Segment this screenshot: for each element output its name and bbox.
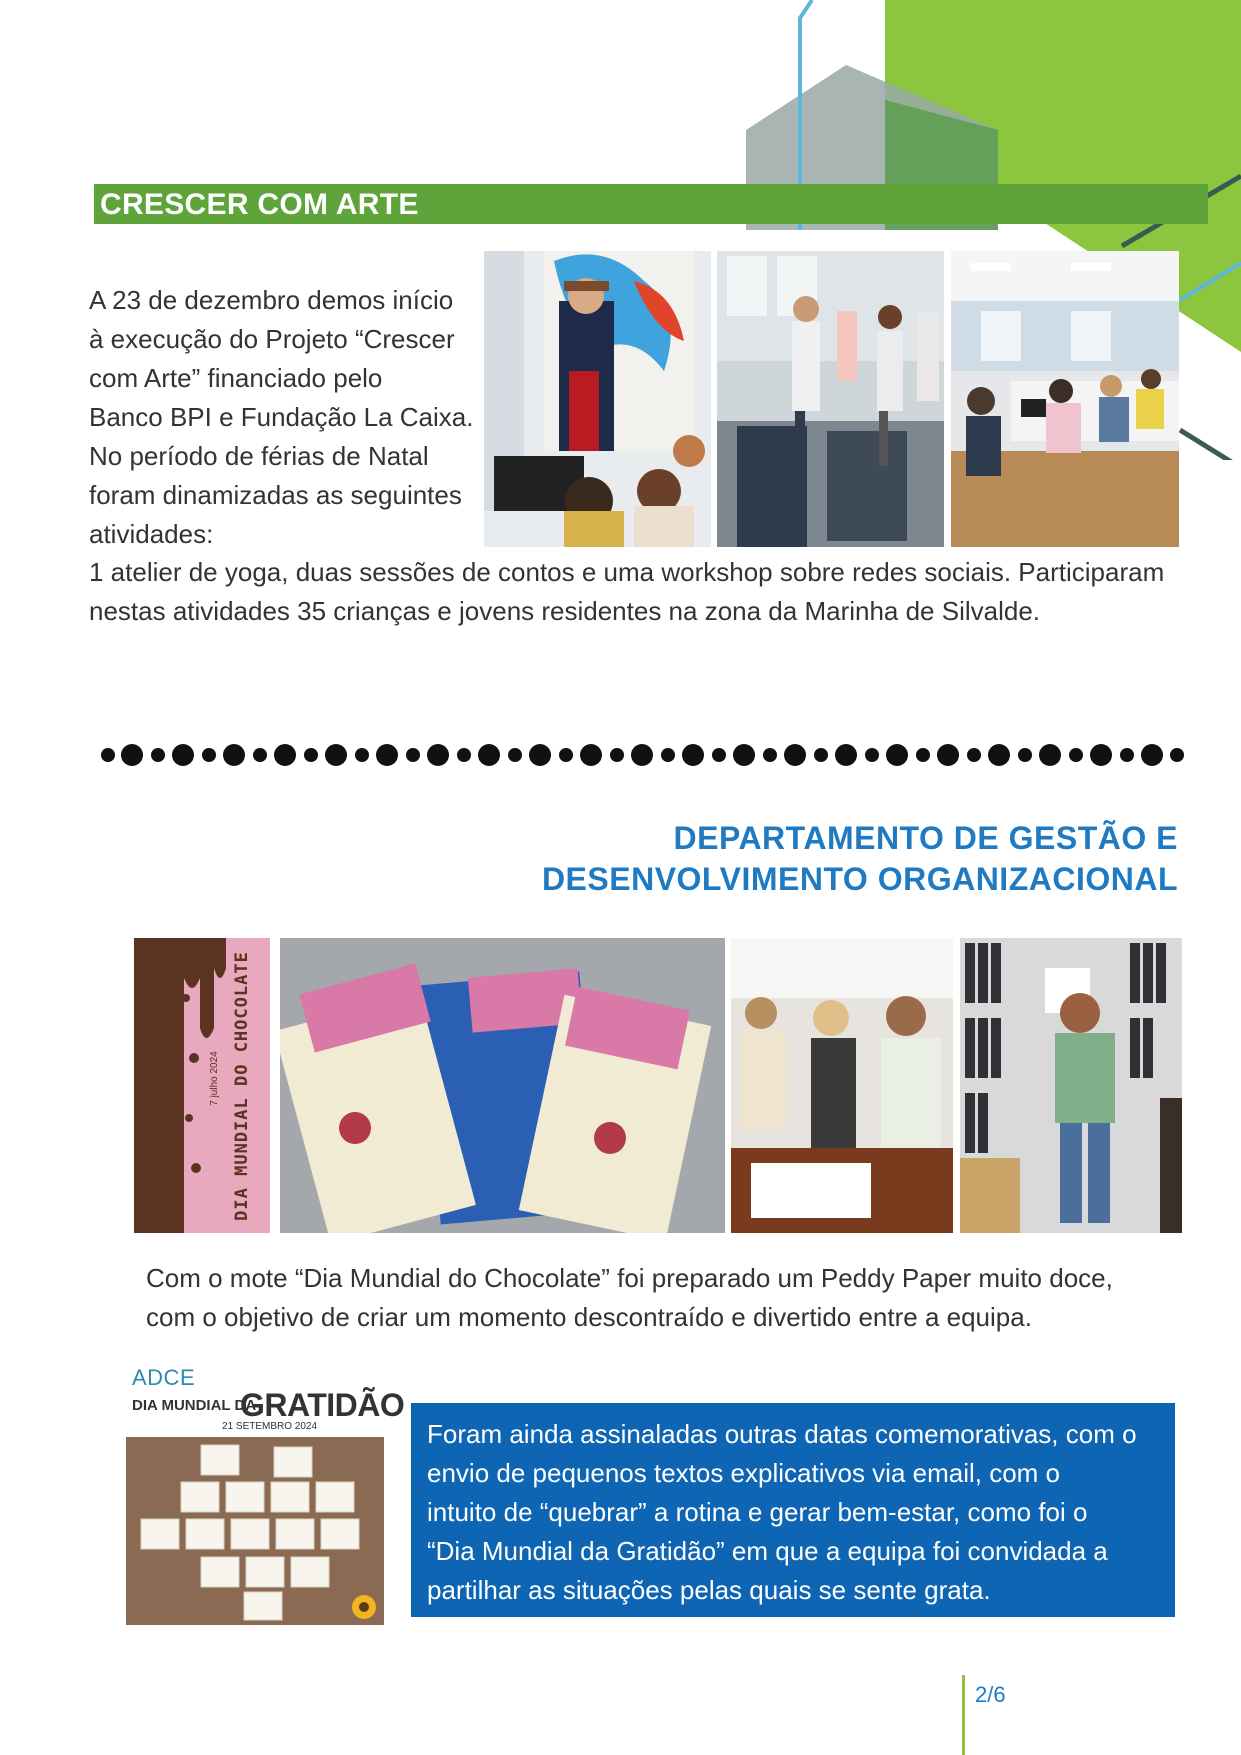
chocolate-paragraph [146,1259,1196,1337]
photo-team-archive [960,938,1182,1233]
gratitude-date: 21 SETEMBRO 2024 [222,1421,318,1432]
page-number: 2/6 [975,1682,1006,1707]
photo-chocolate-bars [280,938,725,1233]
text-line: partilhar as situações pelas quais se sente grata. [427,1575,991,1605]
text-line: intuito de “quebrar” a rotina e gerar bem-estar, como foi o [427,1497,1088,1527]
intro-paragraph [89,281,489,554]
section-title: CRESCER COM ARTE [100,188,419,221]
text-line: foram dinamizadas as seguintes [89,480,462,510]
poster-title: DIA MUNDIAL DO CHOCOLATE [232,950,253,1221]
text-line: 1 atelier de yoga, duas sessões de contos e uma workshop sobre redes sociais. Participaram [89,557,1165,587]
photo-storyteller [484,251,711,547]
gratitude-day-card [120,1363,405,1625]
department-title [478,818,1178,900]
text-line: envio de pequenos textos explicativos via email, com o [427,1458,1061,1488]
text-line: à execução do Projeto “Crescer [89,324,455,354]
text-line: Banco BPI e Fundação La Caixa. [89,402,474,432]
gratitude-notes-board [126,1437,384,1625]
text-line: nestas atividades 35 crianças e jovens residentes na zona da Marinha de Silvalde. [89,596,1041,626]
activities-paragraph [89,553,1209,631]
text-line: Foram ainda assinaladas outras datas comemorativas, com o [427,1419,1137,1449]
text-line: No período de férias de Natal [89,441,429,471]
gratitude-small-title: DIA MUNDIAL DA [132,1397,257,1414]
text-line: com o objetivo de criar um momento descontraído e divertido entre a equipa. [146,1302,1032,1332]
chocolate-day-poster [134,938,270,1233]
text-line: atividades: [89,519,214,549]
title-line: DEPARTAMENTO DE GESTÃO E [673,820,1178,856]
text-line: com Arte” financiado pelo [89,363,383,393]
commemorative-dates-box [411,1403,1175,1617]
photo-workshop [951,251,1179,547]
adce-logo: ADCE [132,1365,196,1390]
title-line: DESENVOLVIMENTO ORGANIZACIONAL [541,861,1178,897]
text-line: A 23 de dezembro demos início [89,285,454,315]
text-line: “Dia Mundial da Gratidão” em que a equipa foi convidada a [427,1536,1108,1566]
dotted-separator [98,740,1188,770]
poster-date: 7 julho 2024 [208,1050,220,1106]
gratitude-big-title: GRATIDÃO [240,1387,405,1423]
photo-team-table [731,938,953,1233]
photo-yoga [717,251,944,547]
text-line: Com o mote “Dia Mundial do Chocolate” foi preparado um Peddy Paper muito doce, [146,1263,1113,1293]
page-number-rule [962,1675,965,1755]
